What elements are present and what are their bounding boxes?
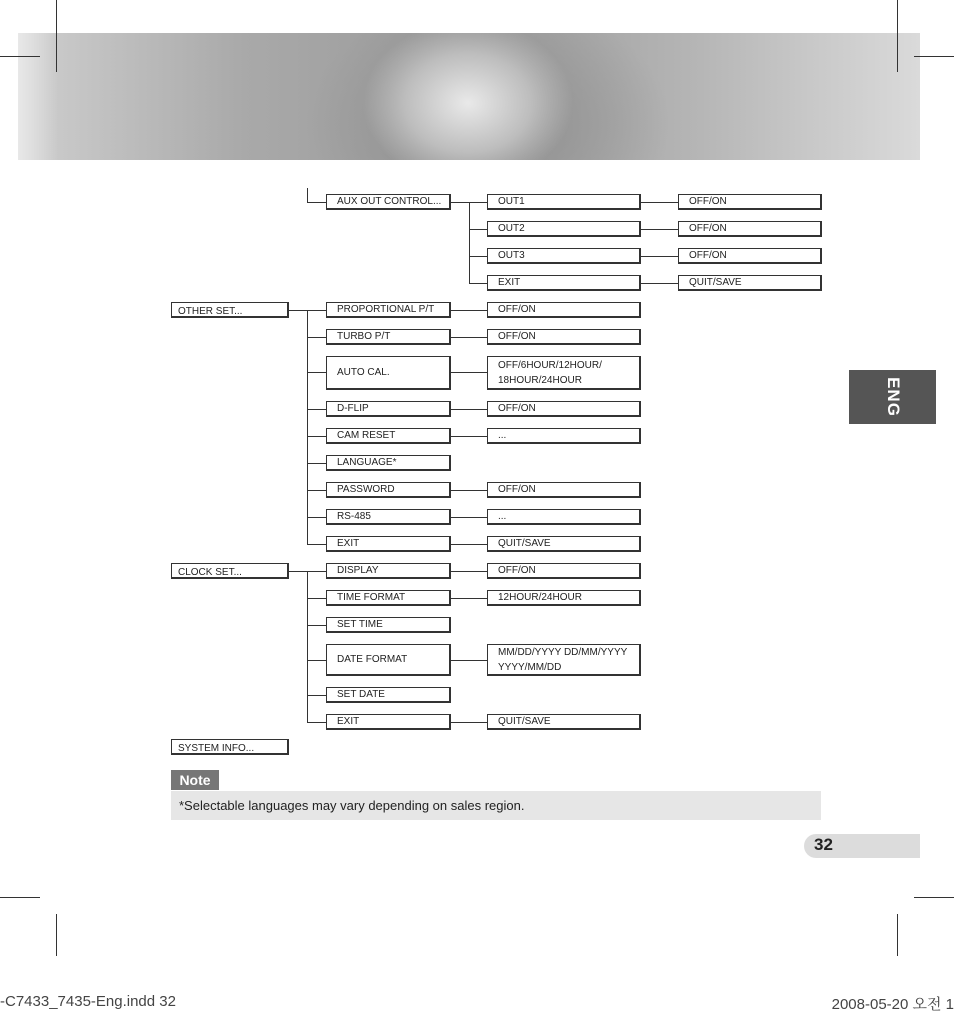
menu-display-value: OFF/ON — [487, 563, 641, 579]
menu-proportional-pt: PROPORTIONAL P/T — [326, 302, 451, 318]
menu-time-format-value: 12HOUR/24HOUR — [487, 590, 641, 606]
crop-mark — [914, 56, 954, 57]
crop-mark — [897, 0, 898, 72]
menu-system-info: SYSTEM INFO... — [171, 739, 289, 755]
menu-other-exit-value: QUIT/SAVE — [487, 536, 641, 552]
page-number: 32 — [814, 835, 833, 854]
menu-other-set: OTHER SET... — [171, 302, 289, 318]
connector-line — [451, 436, 487, 437]
menu-display: DISPLAY — [326, 563, 451, 579]
menu-aux-exit-value: QUIT/SAVE — [678, 275, 822, 291]
menu-date-format-value — [487, 644, 641, 676]
connector-line — [307, 310, 308, 544]
menu-time-format: TIME FORMAT — [326, 590, 451, 606]
connector-line — [307, 695, 326, 696]
date-format-value-line-2: YYYY/MM/DD — [498, 661, 562, 673]
menu-proportional-pt-value: OFF/ON — [487, 302, 641, 318]
connector-line — [451, 598, 487, 599]
connector-line — [469, 202, 470, 284]
connector-line — [307, 202, 326, 203]
connector-line — [307, 544, 326, 545]
menu-d-flip-value: OFF/ON — [487, 401, 641, 417]
connector-line — [451, 660, 487, 661]
menu-cam-reset: CAM RESET — [326, 428, 451, 444]
connector-line — [451, 409, 487, 410]
menu-out2-value: OFF/ON — [678, 221, 822, 237]
connector-line — [469, 256, 487, 257]
connector-line — [307, 409, 326, 410]
menu-clock-set: CLOCK SET... — [171, 563, 289, 579]
menu-auto-cal: AUTO CAL. — [326, 356, 451, 390]
menu-d-flip: D-FLIP — [326, 401, 451, 417]
connector-line — [307, 337, 326, 338]
connector-line — [307, 571, 308, 722]
crop-mark — [914, 897, 954, 898]
connector-line — [307, 517, 326, 518]
connector-line — [451, 544, 487, 545]
connector-line — [451, 722, 487, 723]
menu-password: PASSWORD — [326, 482, 451, 498]
menu-rs485-value: ... — [487, 509, 641, 525]
connector-line — [451, 310, 487, 311]
language-tab-label: ENG — [883, 377, 903, 417]
connector-line — [451, 337, 487, 338]
menu-set-time: SET TIME — [326, 617, 451, 633]
connector-line — [307, 722, 326, 723]
menu-turbo-pt: TURBO P/T — [326, 329, 451, 345]
menu-rs485: RS-485 — [326, 509, 451, 525]
connector-line — [451, 517, 487, 518]
crop-mark — [897, 914, 898, 956]
crop-mark — [56, 0, 57, 72]
menu-set-date: SET DATE — [326, 687, 451, 703]
menu-language: LANGUAGE* — [326, 455, 451, 471]
menu-cam-reset-value: ... — [487, 428, 641, 444]
connector-line — [451, 372, 487, 373]
menu-out2: OUT2 — [487, 221, 641, 237]
header-banner-image — [18, 33, 920, 160]
menu-password-value: OFF/ON — [487, 482, 641, 498]
menu-other-exit: EXIT — [326, 536, 451, 552]
connector-line — [307, 188, 308, 202]
connector-line — [307, 598, 326, 599]
language-tab — [849, 370, 936, 424]
menu-turbo-pt-value: OFF/ON — [487, 329, 641, 345]
connector-line — [641, 202, 678, 203]
connector-line — [641, 283, 678, 284]
connector-line — [469, 229, 487, 230]
note-text: *Selectable languages may vary depending on sales region. — [171, 791, 821, 820]
crop-mark — [56, 914, 57, 956]
menu-aux-out-control: AUX OUT CONTROL... — [326, 194, 451, 210]
menu-out3-value: OFF/ON — [678, 248, 822, 264]
connector-line — [307, 436, 326, 437]
connector-line — [307, 490, 326, 491]
auto-cal-value-line-2: 18HOUR/24HOUR — [498, 374, 582, 386]
menu-out1-value: OFF/ON — [678, 194, 822, 210]
menu-aux-exit: EXIT — [487, 275, 641, 291]
menu-auto-cal-value — [487, 356, 641, 390]
connector-line — [641, 256, 678, 257]
footer-file-name: -C7433_7435-Eng.indd 32 — [0, 993, 176, 1010]
connector-line — [451, 571, 487, 572]
connector-line — [307, 372, 326, 373]
crop-mark — [0, 897, 40, 898]
connector-line — [469, 283, 487, 284]
menu-out3: OUT3 — [487, 248, 641, 264]
menu-clock-exit: EXIT — [326, 714, 451, 730]
connector-line — [307, 625, 326, 626]
connector-line — [307, 463, 326, 464]
footer-date: 2008-05-20 오전 1 — [831, 996, 954, 1013]
connector-line — [641, 229, 678, 230]
connector-line — [307, 660, 326, 661]
auto-cal-value-line-1: OFF/6HOUR/12HOUR/ — [498, 359, 602, 371]
note-label: Note — [171, 770, 219, 790]
connector-line — [451, 490, 487, 491]
menu-out1: OUT1 — [487, 194, 641, 210]
date-format-value-line-1: MM/DD/YYYY DD/MM/YYYY — [498, 646, 628, 658]
menu-date-format: DATE FORMAT — [326, 644, 451, 676]
menu-clock-exit-value: QUIT/SAVE — [487, 714, 641, 730]
crop-mark — [0, 56, 40, 57]
